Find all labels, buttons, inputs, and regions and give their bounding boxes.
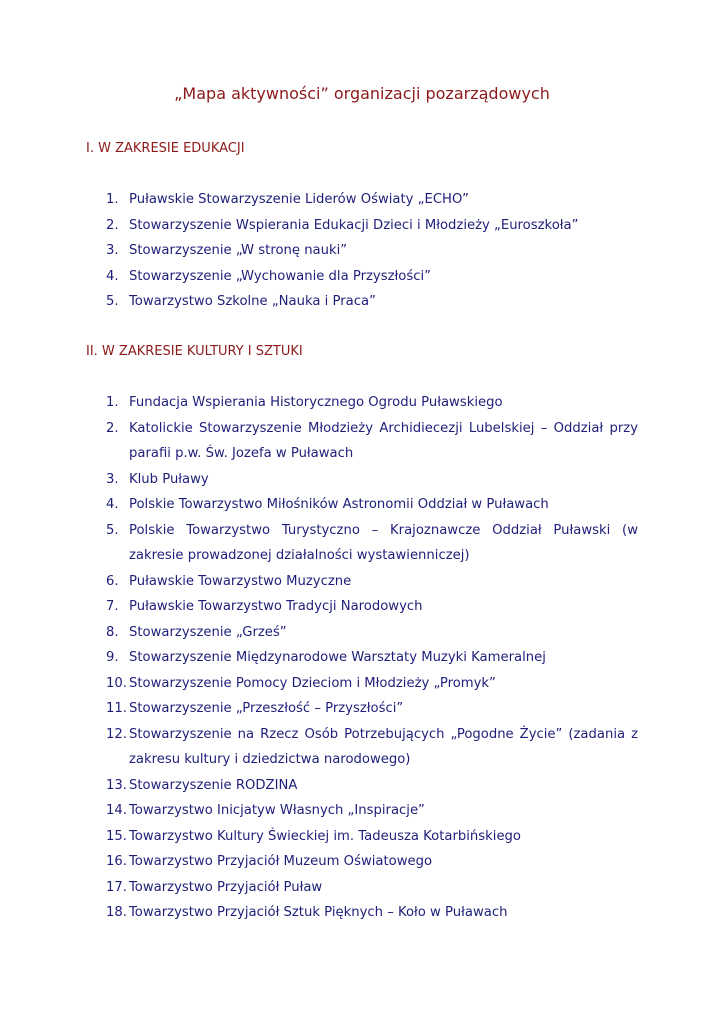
item-number: 15. xyxy=(106,828,127,844)
list-item xyxy=(86,645,638,671)
item-number: 1. xyxy=(106,192,119,207)
list-item xyxy=(86,594,638,620)
list-item xyxy=(86,390,638,416)
item-number: 8. xyxy=(106,624,119,640)
item-text: Towarzystwo Kultury Świeckiej im. Tadeusza Kotarbińskiego xyxy=(129,828,522,844)
item-number: 4. xyxy=(106,497,119,512)
list-item xyxy=(86,213,638,239)
list-item xyxy=(86,416,638,467)
item-text: Puławskie Stowarzyszenie Liderów Oświaty „ECHO” xyxy=(129,192,469,207)
item-text: Stowarzyszenie „Wychowanie dla Przyszłości” xyxy=(129,268,431,284)
item-text: Polskie Towarzystwo Miłośników Astronomii Oddział w Puławach xyxy=(129,497,549,512)
list-item xyxy=(86,900,638,926)
education-list xyxy=(86,187,638,315)
item-text: Klub Puławy xyxy=(129,471,209,487)
item-text: Katolickie Stowarzyszenie Młodzieży Archidiecezji Lubelskiej – Oddział przy parafii p.w. Św. Jozefa w Puławach xyxy=(129,420,638,461)
item-number: 18. xyxy=(106,905,127,920)
item-text: Stowarzyszenie „W stronę nauki” xyxy=(129,243,348,258)
item-text: Towarzystwo Przyjaciół Puław xyxy=(129,879,323,895)
item-number: 10. xyxy=(106,675,127,691)
item-text: Fundacja Wspierania Historycznego Ogrodu Puławskiego xyxy=(129,395,503,410)
culture-list xyxy=(86,390,638,926)
item-number: 1. xyxy=(106,395,119,410)
item-number: 11. xyxy=(106,701,127,716)
list-item xyxy=(86,671,638,697)
list-item xyxy=(86,722,638,773)
item-number: 16. xyxy=(106,854,127,869)
item-number: 2. xyxy=(106,420,119,436)
item-number: 9. xyxy=(106,650,119,665)
item-text: Stowarzyszenie Wspierania Edukacji Dzieci i Młodzieży „Euroszkoła” xyxy=(129,217,579,233)
list-item xyxy=(86,569,638,595)
item-text: Stowarzyszenie Międzynarodowe Warsztaty Muzyki Kameralnej xyxy=(129,650,546,665)
item-text: Puławskie Towarzystwo Tradycji Narodowych xyxy=(129,599,423,614)
item-number: 17. xyxy=(106,879,127,895)
item-number: 2. xyxy=(106,217,119,233)
item-number: 3. xyxy=(106,243,119,258)
item-text: Stowarzyszenie na Rzecz Osób Potrzebujących „Pogodne Życie” (zadania z zakresu kultury i dziedzictwa narodowego) xyxy=(129,726,638,767)
item-text: Towarzystwo Przyjaciół Sztuk Pięknych – Koło w Puławach xyxy=(129,905,508,920)
item-number: 5. xyxy=(106,294,119,309)
list-item xyxy=(86,289,638,315)
item-text: Towarzystwo Przyjaciół Muzeum Oświatowego xyxy=(129,854,433,869)
item-number: 7. xyxy=(106,599,119,614)
item-text: Stowarzyszenie „Grześ” xyxy=(129,624,287,640)
item-text: Stowarzyszenie „Przeszłość – Przyszłości” xyxy=(129,701,404,716)
item-text: Towarzystwo Szkolne „Nauka i Praca” xyxy=(129,294,376,309)
item-text: Puławskie Towarzystwo Muzyczne xyxy=(129,573,352,589)
list-item xyxy=(86,518,638,569)
list-item xyxy=(86,773,638,799)
list-item xyxy=(86,238,638,264)
item-text: Stowarzyszenie RODZINA xyxy=(129,777,298,793)
section-heading-education: I. W ZAKRESIE EDUKACJI xyxy=(86,141,245,156)
item-number: 6. xyxy=(106,573,119,589)
section-heading-culture: II. W ZAKRESIE KULTURY I SZTUKI xyxy=(86,344,303,359)
item-text: Towarzystwo Inicjatyw Własnych „Inspiracje” xyxy=(129,803,425,818)
item-text: Polskie Towarzystwo Turystyczno – Krajoznawcze Oddział Puławski (w zakresie prowadzonej działalności wystawienniczej) xyxy=(129,522,638,563)
item-text: Stowarzyszenie Pomocy Dzieciom i Młodzieży „Promyk” xyxy=(129,675,496,691)
item-number: 4. xyxy=(106,268,119,284)
list-item xyxy=(86,798,638,824)
list-item xyxy=(86,696,638,722)
item-number: 14. xyxy=(106,803,127,818)
item-number: 13. xyxy=(106,777,127,793)
item-number: 5. xyxy=(106,522,119,538)
list-item xyxy=(86,467,638,493)
list-item xyxy=(86,875,638,901)
list-item xyxy=(86,824,638,850)
list-item xyxy=(86,264,638,290)
list-item xyxy=(86,187,638,213)
item-number: 3. xyxy=(106,471,119,487)
list-item xyxy=(86,620,638,646)
list-item xyxy=(86,492,638,518)
list-item xyxy=(86,849,638,875)
page-title: „Mapa aktywności” organizacji pozarządowych xyxy=(174,84,550,103)
item-number: 12. xyxy=(106,726,127,742)
